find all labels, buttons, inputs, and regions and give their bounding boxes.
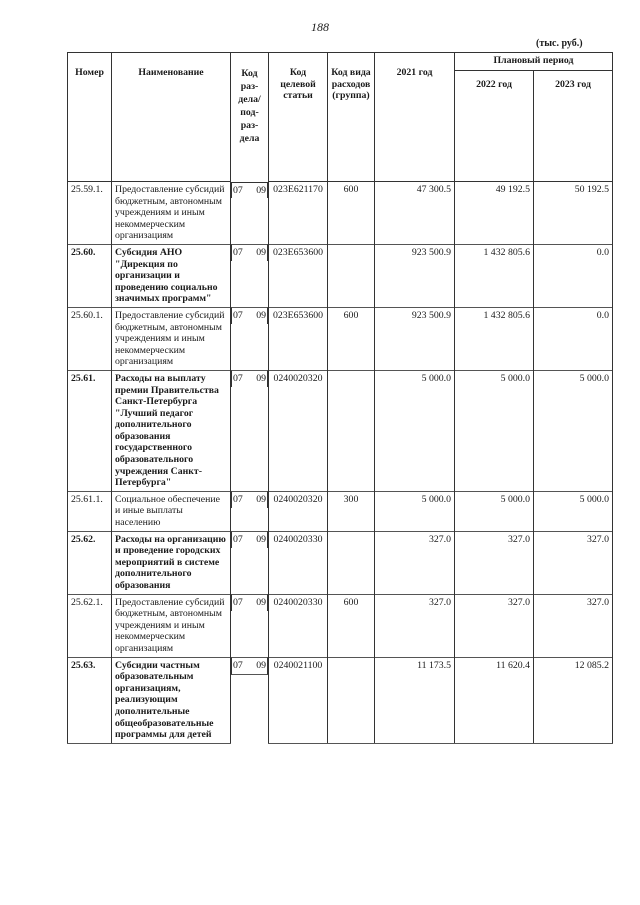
row-expense-type [328, 531, 375, 594]
row-subsection: 09 [256, 534, 266, 546]
row-name: Субсидия АНО "Дирекция по организации и проведению социально значимых программ" [112, 244, 231, 307]
header-section: Код раз-дела/ под-раз-дела [231, 53, 269, 182]
row-value-2022: 327.0 [455, 594, 534, 657]
table-row [68, 531, 613, 594]
header-2023: 2023 год [534, 71, 613, 182]
row-target-code: 0240020320 [269, 491, 328, 531]
row-value-2023: 12 085.2 [534, 657, 613, 743]
row-section-code [231, 244, 268, 261]
row-section: 07 [233, 494, 243, 506]
row-value-2021: 923 500.9 [375, 307, 455, 370]
row-value-2022: 5 000.0 [455, 491, 534, 531]
row-section: 07 [233, 373, 243, 385]
header-plan-period: Плановый период [455, 53, 613, 71]
row-section: 07 [233, 247, 243, 259]
row-value-2023: 50 192.5 [534, 182, 613, 245]
row-section-code [231, 531, 268, 548]
row-value-2023: 327.0 [534, 594, 613, 657]
row-target-code: 0240020320 [269, 370, 328, 491]
row-number: 25.60. [68, 244, 112, 307]
row-number: 25.59.1. [68, 182, 112, 245]
row-expense-type: 300 [328, 491, 375, 531]
row-target-code: 0240020330 [269, 594, 328, 657]
row-section-code [231, 594, 268, 611]
row-value-2023: 0.0 [534, 244, 613, 307]
row-name: Предоставление субсидий бюджетным, автономным учреждениям и иным некоммерческим организациям [112, 182, 231, 245]
row-value-2021: 327.0 [375, 531, 455, 594]
row-number: 25.62. [68, 531, 112, 594]
row-expense-type [328, 244, 375, 307]
row-section: 07 [233, 310, 243, 322]
row-value-2022: 11 620.4 [455, 657, 534, 743]
row-subsection: 09 [256, 373, 266, 385]
header-2022: 2022 год [455, 71, 534, 182]
row-section-code [231, 491, 268, 508]
row-section: 07 [233, 660, 243, 672]
row-name: Социальное обеспечение и иные выплаты населению [112, 491, 231, 531]
row-value-2022: 1 432 805.6 [455, 307, 534, 370]
row-section-code [231, 182, 268, 199]
units-label: (тыс. руб.) [536, 38, 583, 49]
row-expense-type [328, 657, 375, 743]
row-number: 25.63. [68, 657, 112, 743]
row-value-2021: 923 500.9 [375, 244, 455, 307]
header-number: Номер [68, 53, 112, 182]
row-target-code: 0240021100 [269, 657, 328, 743]
row-value-2023: 5 000.0 [534, 370, 613, 491]
header-expense-type: Код вида расходов (группа) [328, 53, 375, 182]
row-section-code [231, 657, 268, 675]
row-value-2022: 49 192.5 [455, 182, 534, 245]
row-name: Предоставление субсидий бюджетным, автономным учреждениям и иным некоммерческим организациям [112, 594, 231, 657]
table-row [68, 657, 613, 743]
table-row [68, 182, 613, 245]
row-number: 25.61.1. [68, 491, 112, 531]
budget-table [67, 52, 613, 744]
header-2021: 2021 год [375, 53, 455, 182]
row-value-2023: 327.0 [534, 531, 613, 594]
row-expense-type: 600 [328, 182, 375, 245]
header-name: Наименование [112, 53, 231, 182]
row-value-2023: 5 000.0 [534, 491, 613, 531]
table-header [68, 53, 613, 182]
table-row [68, 307, 613, 370]
row-name: Субсидии частным образовательным организациям, реализующим дополнительные общеобразовательные программы для детей [112, 657, 231, 743]
row-value-2022: 1 432 805.6 [455, 244, 534, 307]
row-section-code [231, 307, 268, 324]
row-subsection: 09 [256, 310, 266, 322]
row-value-2022: 5 000.0 [455, 370, 534, 491]
row-section: 07 [233, 534, 243, 546]
row-expense-type: 600 [328, 307, 375, 370]
row-value-2023: 0.0 [534, 307, 613, 370]
row-value-2022: 327.0 [455, 531, 534, 594]
row-subsection: 09 [256, 247, 266, 259]
row-number: 25.62.1. [68, 594, 112, 657]
row-value-2021: 47 300.5 [375, 182, 455, 245]
table-row [68, 244, 613, 307]
row-number: 25.60.1. [68, 307, 112, 370]
row-section: 07 [233, 597, 243, 609]
row-name: Предоставление субсидий бюджетным, автономным учреждениям и иным некоммерческим организациям [112, 307, 231, 370]
table-row [68, 491, 613, 531]
row-subsection: 09 [256, 184, 266, 196]
row-value-2021: 5 000.0 [375, 370, 455, 491]
row-value-2021: 5 000.0 [375, 491, 455, 531]
row-target-code: 023E653600 [269, 307, 328, 370]
row-name: Расходы на выплату премии Правительства Санкт-Петербурга "Лучший педагог дополнительного образования государственного образовательного учреждения Санкт-Петербурга" [112, 370, 231, 491]
row-subsection: 09 [256, 494, 266, 506]
header-target: Код целевой статьи [269, 53, 328, 182]
row-section-code [231, 370, 268, 387]
table-row [68, 594, 613, 657]
page-number: 188 [311, 20, 329, 34]
row-target-code: 023E653600 [269, 244, 328, 307]
row-value-2021: 327.0 [375, 594, 455, 657]
row-expense-type: 600 [328, 594, 375, 657]
row-subsection: 09 [256, 597, 266, 609]
row-name: Расходы на организацию и проведение городских мероприятий в системе дополнительного образования [112, 531, 231, 594]
row-target-code: 0240020330 [269, 531, 328, 594]
table-body [68, 182, 613, 744]
row-expense-type [328, 370, 375, 491]
row-target-code: 023E621170 [269, 182, 328, 245]
row-section: 07 [233, 184, 243, 196]
row-subsection: 09 [256, 660, 266, 672]
row-value-2021: 11 173.5 [375, 657, 455, 743]
row-number: 25.61. [68, 370, 112, 491]
table-row [68, 370, 613, 491]
